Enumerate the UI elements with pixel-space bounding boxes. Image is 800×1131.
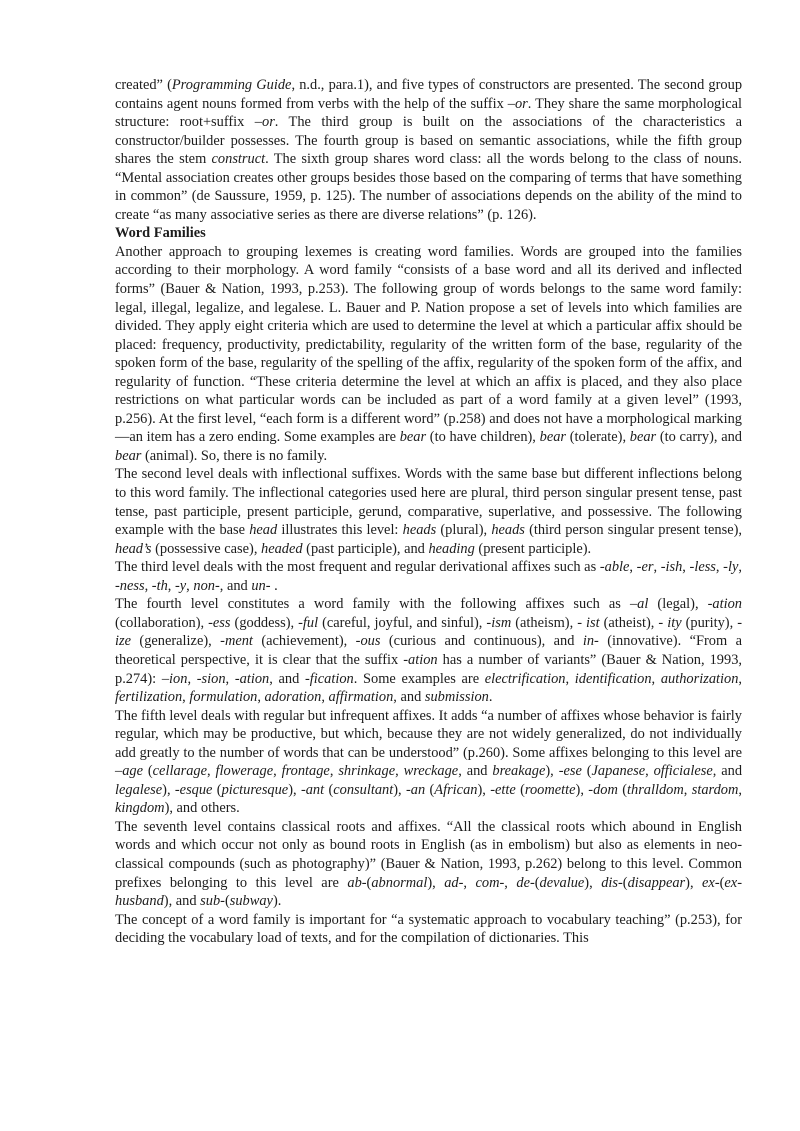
italic-term: disappear — [627, 874, 686, 891]
text-run: (present participle). — [474, 540, 592, 557]
italic-term: -ation — [707, 596, 742, 613]
italic-term: -esque — [174, 781, 213, 798]
text-run: ), — [427, 874, 445, 891]
italic-term: ab — [347, 874, 362, 891]
italic-term: –ion — [161, 670, 188, 687]
italic-term: -y — [174, 577, 187, 594]
text-run: (goddess), — [230, 614, 299, 631]
italic-term: submission — [424, 689, 489, 706]
text-run: , — [167, 577, 175, 594]
text-run: (atheism), — [511, 614, 578, 631]
paragraph-associations — [115, 76, 742, 224]
italic-term: - ity — [658, 614, 682, 631]
italic-term: -ly — [723, 559, 739, 576]
italic-term: ad- — [444, 874, 464, 891]
text-run: ( — [617, 781, 627, 798]
text-run: , — [225, 670, 235, 687]
text-run: (possessive case), — [151, 540, 262, 557]
italic-term: head’s — [115, 540, 152, 557]
italic-term: –or — [254, 114, 275, 131]
italic-term: stardom — [691, 781, 739, 798]
italic-term: officialese — [653, 763, 713, 780]
paragraph-seventh-level — [115, 818, 742, 911]
text-run: , — [395, 763, 404, 780]
italic-term: Japanese — [591, 763, 646, 780]
text-run: ( — [324, 781, 334, 798]
italic-term: in- — [582, 633, 599, 650]
text-run: (purity), — [681, 614, 738, 631]
text-run: ( — [515, 781, 525, 798]
paragraph-fourth-level — [115, 595, 742, 706]
italic-term: -ese — [558, 763, 582, 780]
text-run: , — [321, 689, 329, 706]
text-run: , and — [712, 763, 743, 780]
italic-term: -ism — [486, 614, 512, 631]
text-run: Another approach to grouping lexemes is creating word families. Words are grouped into the families according to their morphology. A word family “consists of a base word and all its derived and inflected forms” (Bauer & Nation, 1993, p.253). The following group of words belongs to the same word family: legal, illegal, legalize, and legalese. L. Bauer and P. Nation propose a set of levels into which families are divided. They apply eight criteria which are used to determine the level at which a particular affix should be placed: frequency, productivity, predictability, regularity of the written form of the base, regularity of the spoken form of the base, regularity of the spelling of the affix, regularity of the spoken form of the affix, and regularity of function. “These criteria determine the level at which an affix is placed, and they also place restrictions on what particular words can be included as part of a word family at a given level” (1993, p.256). At the first level, “each form is a different word” (p.258) and does not have a morphological marking—an item has a zero ending. Some examples are — [115, 243, 742, 446]
italic-term: -ation — [403, 651, 438, 668]
italic-term: -ous — [355, 633, 381, 650]
text-run: , — [738, 670, 743, 687]
text-run: . — [488, 689, 493, 706]
paragraph-word-family-definition — [115, 243, 742, 466]
italic-term: consultant — [333, 781, 394, 798]
text-run: -( — [714, 874, 725, 891]
text-run: -( — [617, 874, 628, 891]
text-run: illustrates this level: — [277, 522, 403, 539]
text-run: created” ( — [115, 77, 172, 93]
italic-term: electrification — [484, 670, 566, 687]
text-run: , — [463, 874, 476, 891]
italic-term: heads — [491, 522, 525, 539]
italic-term: bear — [539, 429, 567, 446]
text-run: The seventh level contains classical roots and affixes. “All the classical roots which abound in English words and which occur not only as bound roots in English (as in embolism) but also as elements in neo-classical compounds (such as photography)” (Bauer & Nation, 1993, p.262) belong to this level. Common prefixes belonging to this level are — [115, 818, 742, 891]
text-run: ), — [584, 874, 602, 891]
text-run: , — [565, 670, 575, 687]
text-run: . The third group is built on the associations of the characteristics a constructor/builder possesses. The fourth group is based on semantic associations, while the fifth group shares the stem — [115, 114, 742, 168]
text-run: (third person singular present tense), — [524, 522, 742, 539]
text-run: ), — [393, 781, 406, 798]
italic-term: -an — [405, 781, 426, 798]
text-run: (to have children), — [426, 429, 540, 446]
italic-term: -ment — [220, 633, 253, 650]
italic-term: - ist — [577, 614, 600, 631]
italic-term: com- — [475, 874, 505, 891]
text-run: ( — [581, 763, 592, 780]
text-run: ), — [288, 781, 301, 798]
text-run: ), — [575, 781, 589, 798]
italic-term: affirmation — [328, 689, 394, 706]
italic-term: sub — [200, 893, 221, 910]
text-run: (past participle), and — [302, 540, 429, 557]
italic-term: devalue — [539, 874, 585, 891]
italic-term: heads — [402, 522, 437, 539]
italic-term: head — [249, 522, 278, 539]
italic-term: bear — [629, 429, 657, 446]
text-run: , — [182, 689, 190, 706]
italic-term: thralldom — [627, 781, 684, 798]
italic-term: identification — [574, 670, 652, 687]
italic-term: authorization — [660, 670, 739, 687]
text-run: ), — [477, 781, 491, 798]
italic-term: heading — [428, 540, 475, 557]
italic-term: -ish — [660, 559, 683, 576]
text-run: ), — [545, 763, 559, 780]
text-run: (animal). So, there is no family. — [141, 447, 328, 464]
italic-term: –age — [115, 763, 143, 780]
italic-term: ex-husband — [115, 874, 742, 910]
italic-term: subway — [229, 893, 273, 910]
italic-term: –al — [629, 596, 649, 613]
italic-term: abnormal — [371, 874, 428, 891]
italic-term: ex — [702, 874, 715, 891]
italic-term: shrinkage — [338, 763, 396, 780]
italic-term: -sion — [196, 670, 226, 687]
section-heading-word-families: Word Families — [115, 225, 206, 242]
text-run: , — [738, 559, 742, 576]
text-run: The fourth level constitutes a word family with the following affixes such as — [115, 596, 630, 613]
text-run: (atheist), — [599, 614, 659, 631]
italic-term: non- — [193, 577, 220, 594]
text-run: , — [257, 689, 265, 706]
text-run: ( — [212, 781, 222, 798]
text-run: , — [715, 559, 724, 576]
italic-term: un- — [251, 577, 271, 594]
paragraph-word-family-importance — [115, 911, 742, 948]
text-run: , — [738, 781, 742, 798]
text-run: (generalize), — [131, 633, 221, 650]
italic-term: -ize — [115, 614, 742, 650]
text-run: , n.d., para.1), and five types of constructors are presented. The second group contains agent nouns formed from verbs with the help of the suffix — [115, 77, 743, 112]
text-run: , — [653, 559, 661, 576]
text-run: , — [645, 763, 654, 780]
text-run: , — [187, 670, 197, 687]
italic-term: -ful — [298, 614, 319, 631]
italic-term: bear — [115, 447, 142, 464]
italic-term: cellarage — [152, 763, 208, 780]
text-run: , and — [458, 763, 493, 780]
text-run: (tolerate), — [566, 429, 630, 446]
text-run: ). — [272, 893, 282, 910]
text-run: ( — [425, 781, 435, 798]
italic-term: roomette — [524, 781, 576, 798]
italic-term: -ness — [115, 577, 145, 594]
text-run: . They share the same morphological structure: root+suffix — [115, 95, 742, 131]
text-run: , — [683, 781, 692, 798]
italic-term: bear — [399, 429, 427, 446]
italic-term: picturesque — [221, 781, 289, 798]
text-run: ( — [534, 874, 540, 891]
text-run: (to carry), and — [656, 429, 742, 446]
text-run: ), — [685, 874, 703, 891]
italic-term: legalese — [115, 781, 163, 798]
italic-term: frontage — [281, 763, 330, 780]
italic-term: -able — [599, 559, 630, 576]
text-run: (careful, joyful, and sinful), — [318, 614, 487, 631]
text-run: , — [273, 763, 282, 780]
italic-term: headed — [261, 540, 303, 557]
text-run: , and — [393, 689, 425, 706]
text-run: ), — [162, 781, 175, 798]
text-run: , — [186, 577, 194, 594]
italic-term: construct — [211, 151, 266, 168]
text-run: The concept of a word family is important for “a systematic approach to vocabulary teaching” (p.253), for deciding the vocabulary load of texts, and for the compilation of dictionaries. This — [115, 911, 742, 947]
italic-term: kingdom — [115, 800, 165, 817]
document-page — [115, 76, 742, 948]
text-run: ( — [142, 763, 153, 780]
italic-term: -ant — [300, 781, 325, 798]
text-run: , — [651, 670, 661, 687]
italic-term: -er — [636, 559, 654, 576]
italic-term: African — [434, 781, 478, 798]
italic-term: adoration — [264, 689, 322, 706]
italic-term: fertilization — [115, 689, 183, 706]
text-run: ), and others. — [164, 800, 240, 817]
italic-term: -ess — [208, 614, 231, 631]
text-run: , — [629, 559, 637, 576]
text-run: . Some examples are — [353, 670, 485, 687]
italic-term: -th — [151, 577, 168, 594]
text-run: , — [207, 763, 216, 780]
text-run: The fifth level deals with regular but infrequent affixes. It adds “a number of affixes whose behavior is fairly regular, which may be productive, but which, because they are not widely generalized, do not individually add greatly to the number of words that can be understood” (p.260). Some affixes belonging to this level are — [115, 707, 742, 761]
text-run: (collaboration), — [115, 614, 209, 631]
text-run: . — [270, 577, 278, 594]
italic-term: -dom — [588, 781, 618, 798]
italic-term: –or — [507, 95, 528, 112]
text-run: , and — [269, 670, 305, 687]
text-run: The second level deals with inflectional suffixes. Words with the same base but different inflections belong to this word family. The inflectional categories used here are plural, third person singular present tense, past tense, past participle, present participle, gerund, comparative, superlative, and possessive. The following example with the base — [115, 466, 742, 539]
paragraph-fifth-level — [115, 707, 742, 818]
italic-term: formulation — [189, 689, 258, 706]
paragraph-second-level — [115, 465, 742, 558]
text-run: (curious and continuous), and — [380, 633, 583, 650]
text-run: . The sixth group shares word class: all the words belong to the class of nouns. “Mental association creates other groups besides those based on the comparing of terms that have something in common” (de Saussure, 1959, p. 125). The number of associations depends on the ability of the mind to create “as many associative series as there are diverse relations” (p. 126). — [115, 151, 742, 223]
text-run: has a number of variants” (Bauer & Nation, 1993, p.274): — [115, 651, 742, 687]
text-run: ), and — [163, 893, 201, 910]
text-run: (legal), — [648, 596, 708, 613]
text-run: (achievement), — [252, 633, 356, 650]
text-run: -( — [361, 874, 372, 891]
italic-term: breakage — [492, 763, 546, 780]
text-run: The third level deals with the most frequent and regular derivational affixes such as — [115, 559, 600, 576]
italic-term: -ette — [490, 781, 516, 798]
italic-term: Programming Guide — [171, 77, 292, 93]
text-run: , — [144, 577, 152, 594]
text-run: , — [682, 559, 690, 576]
italic-term: -less — [689, 559, 716, 576]
text-run: -( — [220, 893, 230, 910]
italic-term: wreckage — [403, 763, 459, 780]
text-run: , — [329, 763, 339, 780]
text-run: , and — [219, 577, 252, 594]
text-run: (plural), — [436, 522, 492, 539]
paragraph-third-level — [115, 558, 742, 595]
italic-term: -fication — [304, 670, 354, 687]
italic-term: -ation — [234, 670, 270, 687]
italic-term: flowerage — [215, 763, 274, 780]
text-run: (innovative). “From a theoretical perspective, it is clear that the suffix — [115, 633, 742, 668]
italic-term: dis — [601, 874, 618, 891]
italic-term: de- — [516, 874, 535, 891]
text-run: , — [504, 874, 517, 891]
